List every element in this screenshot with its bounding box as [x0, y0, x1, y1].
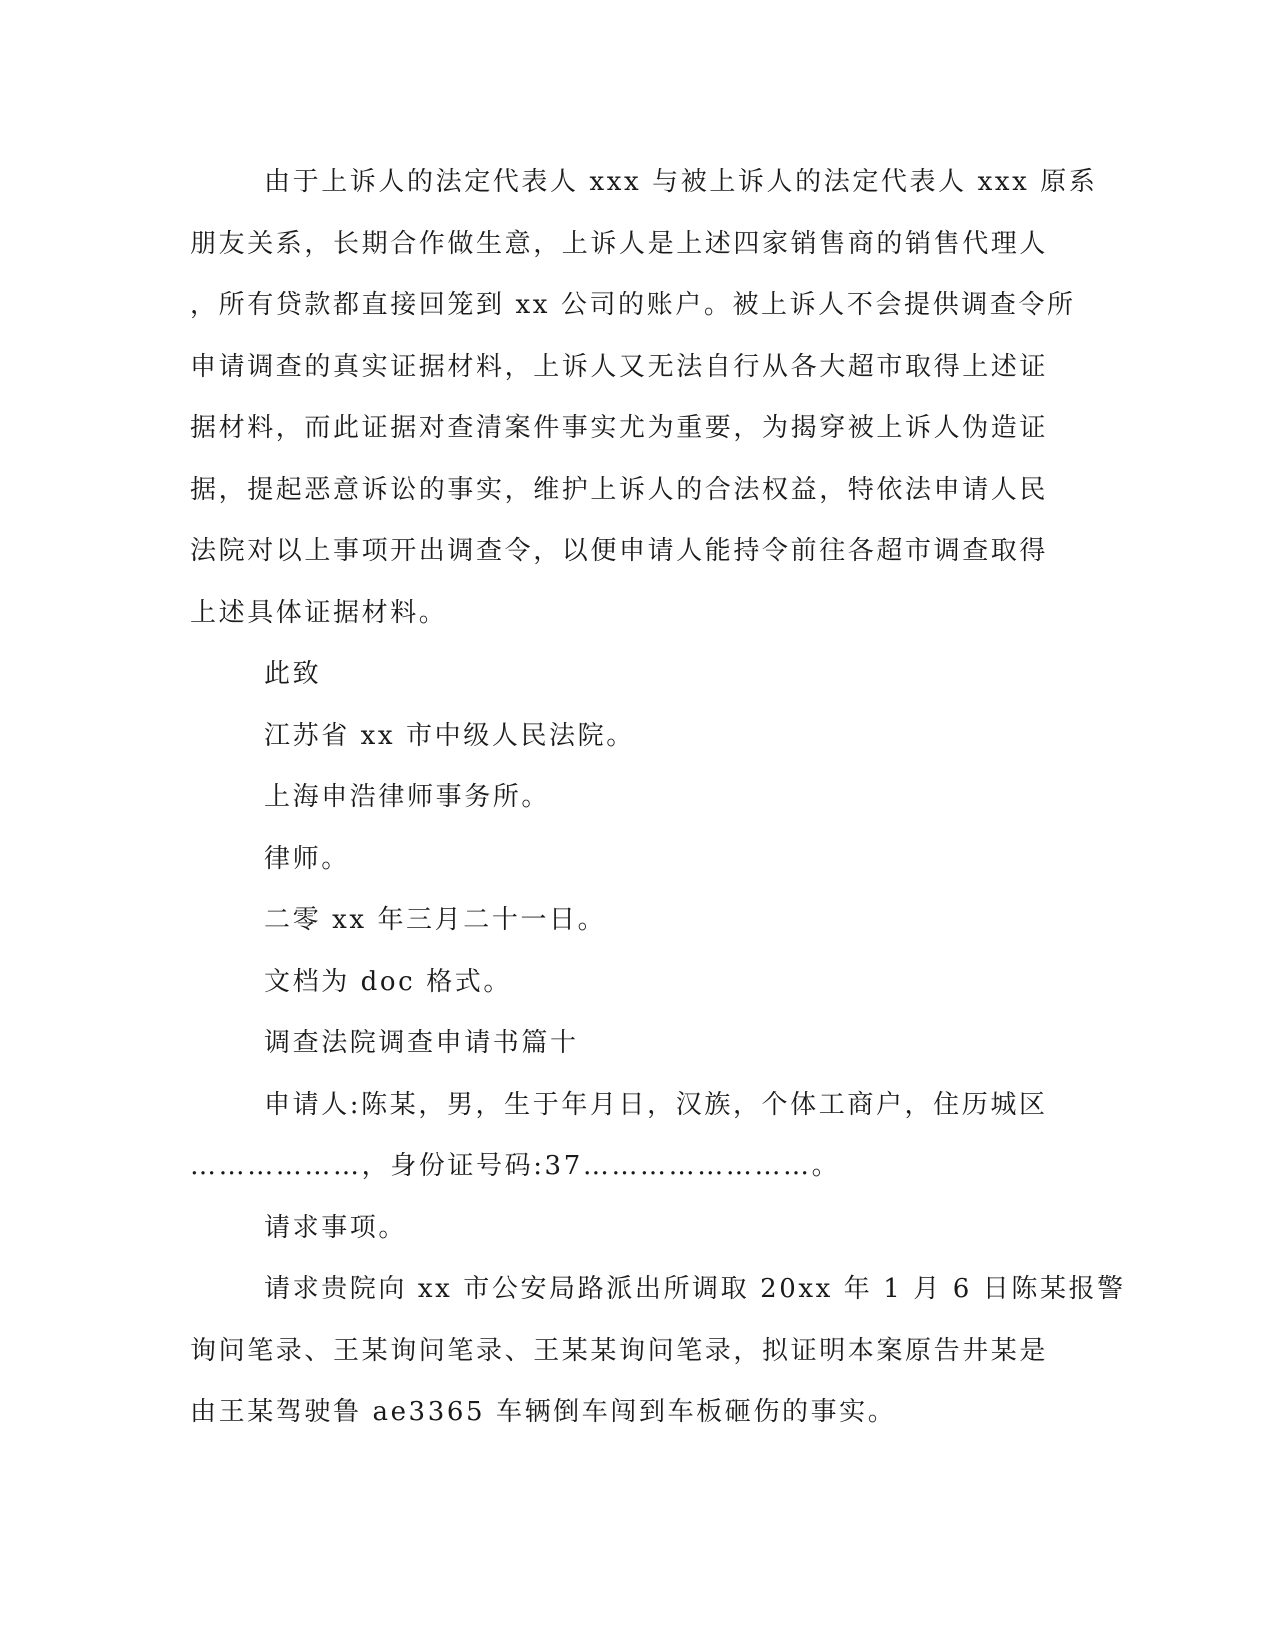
text-line: 申请人:陈某，男，生于年月日，汉族，个体工商户，住历城区 [264, 1089, 1048, 1120]
paragraph-cooperation [190, 152, 1098, 644]
text-line: 申请调查的真实证据材料，上诉人又无法自行从各大超市取得上述证 [190, 351, 1049, 382]
document-body [190, 152, 1126, 1444]
paragraph-applicant [190, 1075, 1075, 1198]
lawyer-signature: 律师。 [264, 843, 350, 874]
text-line: 法院对以上事项开出调查令，以便申请人能持令前往各超市调查取得 [190, 536, 1049, 566]
document-date: 二零 xx 年三月二十一日。 [264, 905, 607, 935]
text-line: ………………，身份证号码:37……………………。 [190, 1151, 841, 1181]
court-name: 江苏省 xx 市中级人民法院。 [264, 720, 635, 751]
paragraph-request [190, 1259, 1126, 1444]
text-line: 上述具体证据材料。 [190, 597, 448, 628]
text-line: ，所有贷款都直接回笼到 xx 公司的账户。被上诉人不会提供调查令所 [190, 290, 1076, 320]
format-note: 文档为 doc 格式。 [264, 966, 512, 997]
request-heading: 请求事项。 [264, 1212, 408, 1243]
law-firm-name: 上海申浩律师事务所。 [264, 782, 551, 812]
text-line: 由于上诉人的法定代表人 xxx 与被上诉人的法定代表人 xxx 原系 [264, 167, 1098, 197]
text-line: 由王某驾驶鲁 ae3365 车辆倒车闯到车板砸伤的事实。 [190, 1397, 897, 1427]
text-line: 朋友关系，长期合作做生意，上诉人是上述四家销售商的销售代理人 [190, 228, 1049, 259]
section-title: 调查法院调查申请书篇十 [264, 1028, 579, 1058]
text-line: 据，提起恶意诉讼的事实，维护上诉人的合法权益，特依法申请人民 [190, 474, 1049, 505]
text-line: 询问笔录、王某询问笔录、王某某询问笔录，拟证明本案原告井某是 [190, 1335, 1049, 1366]
salutation: 此致 [264, 659, 322, 689]
text-line: 请求贵院向 xx 市公安局路派出所调取 20xx 年 1 月 6 日陈某报警 [264, 1274, 1126, 1304]
text-line: 据材料，而此证据对查清案件事实尤为重要，为揭穿被上诉人伪造证 [190, 413, 1049, 443]
